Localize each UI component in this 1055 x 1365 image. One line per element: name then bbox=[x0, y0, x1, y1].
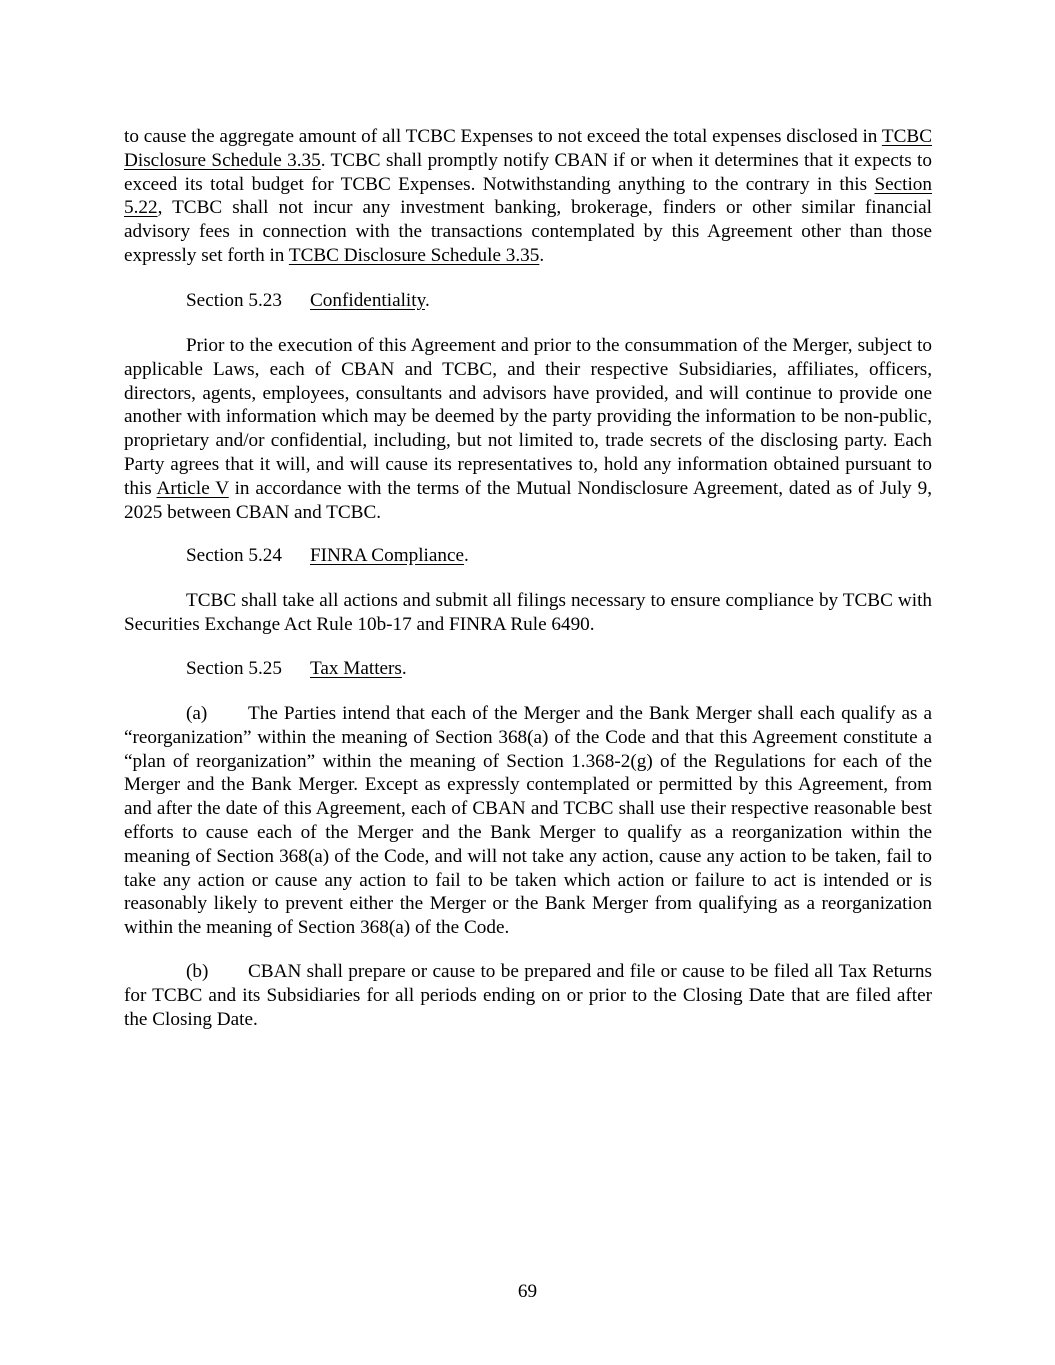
ref-disclosure-schedule: TCBC Disclosure Schedule 3.35 bbox=[124, 126, 932, 171]
section-number: Section 5.25 bbox=[186, 658, 282, 679]
section-title: FINRA Compliance bbox=[310, 545, 465, 566]
section-title: Confidentiality bbox=[310, 290, 425, 311]
section-heading-5-25: Section 5.25 Tax Matters. bbox=[186, 658, 407, 679]
paragraph-finra: TCBC shall take all actions and submit all filings necessary to ensure compliance by TCBC with Securities Exchange Act Rule 10b-17 and FINRA Rule 6490. bbox=[124, 590, 932, 635]
ref-article-v: Article V bbox=[156, 477, 229, 499]
paragraph-confidentiality: Prior to the execution of this Agreement and prior to the consummation of the Merger, subject to applicable Laws, each of CBAN and TCBC, and their respective Subsidiaries, affiliates, officers, directors, agents, employees, consultants and advisors have provided, and will continue to provide one another with information which may be deemed by the party providing the information to be non-public, proprietary and/or confidential, including, but not limited to, trade secrets of the disclosing party. Each Party agrees that it will, and will cause its representatives to, hold any information obtained pursuant to this Article V in accordance with the terms of the Mutual Nondisclosure Agreement, dated as of July 9, 2025 between CBAN and TCBC. bbox=[124, 335, 932, 523]
paragraph-label: (a) bbox=[186, 703, 208, 724]
section-heading-5-23: Section 5.23 Confidentiality. bbox=[186, 290, 430, 311]
section-heading-5-24: Section 5.24 FINRA Compliance. bbox=[186, 545, 469, 566]
section-number: Section 5.23 bbox=[186, 290, 282, 311]
paragraph-tax-b: (b) CBAN shall prepare or cause to be prepared and file or cause to be filed all Tax Returns for TCBC and its Subsidiaries for all periods ending on or prior to the Closing Date that are filed after the Closing Date. bbox=[124, 961, 932, 1030]
paragraph-tax-a: (a) The Parties intend that each of the Merger and the Bank Merger shall each qualify as a “reorganization” within the meaning of Section 368(a) of the Code and that this Agreement constitute a “plan of reorganization” within the meaning of Section 1.368-2(g) of the Regulations for each of the Merger and the Bank Merger. Except as expressly contemplated or permitted by this Agreement, from and after the date of this Agreement, each of CBAN and TCBC shall use their respective reasonable best efforts to cause each of the Merger and the Bank Merger to qualify as a reorganization within the meaning of Section 368(a) of the Code, and will not take any action, cause any action to be taken, fail to take any action or cause any action to fail to be taken which action or failure to act is intended or is reasonably likely to prevent either the Merger or the Bank Merger from qualifying as a reorganization within the meaning of Section 368(a) of the Code. bbox=[124, 703, 932, 939]
paragraph-expenses: to cause the aggregate amount of all TCBC Expenses to not exceed the total expenses disclosed in TCBC Disclosure Schedule 3.35. TCBC shall promptly notify CBAN if or when it determines that it expects to exceed its total budget for TCBC Expenses. Notwithstanding anything to the contrary in this Section 5.22, TCBC shall not incur any investment banking, brokerage, finders or other similar financial advisory fees in connection with the transactions contemplated by this Agreement other than those expressly set forth in TCBC Disclosure Schedule 3.35. bbox=[124, 126, 932, 266]
paragraph-label: (b) bbox=[186, 961, 209, 982]
ref-disclosure-schedule: TCBC Disclosure Schedule 3.35 bbox=[288, 244, 540, 266]
ref-section-5-22: Section 5.22 bbox=[124, 173, 932, 219]
section-number: Section 5.24 bbox=[186, 545, 282, 566]
page-number: 69 bbox=[517, 1281, 538, 1302]
section-title: Tax Matters bbox=[310, 658, 402, 679]
